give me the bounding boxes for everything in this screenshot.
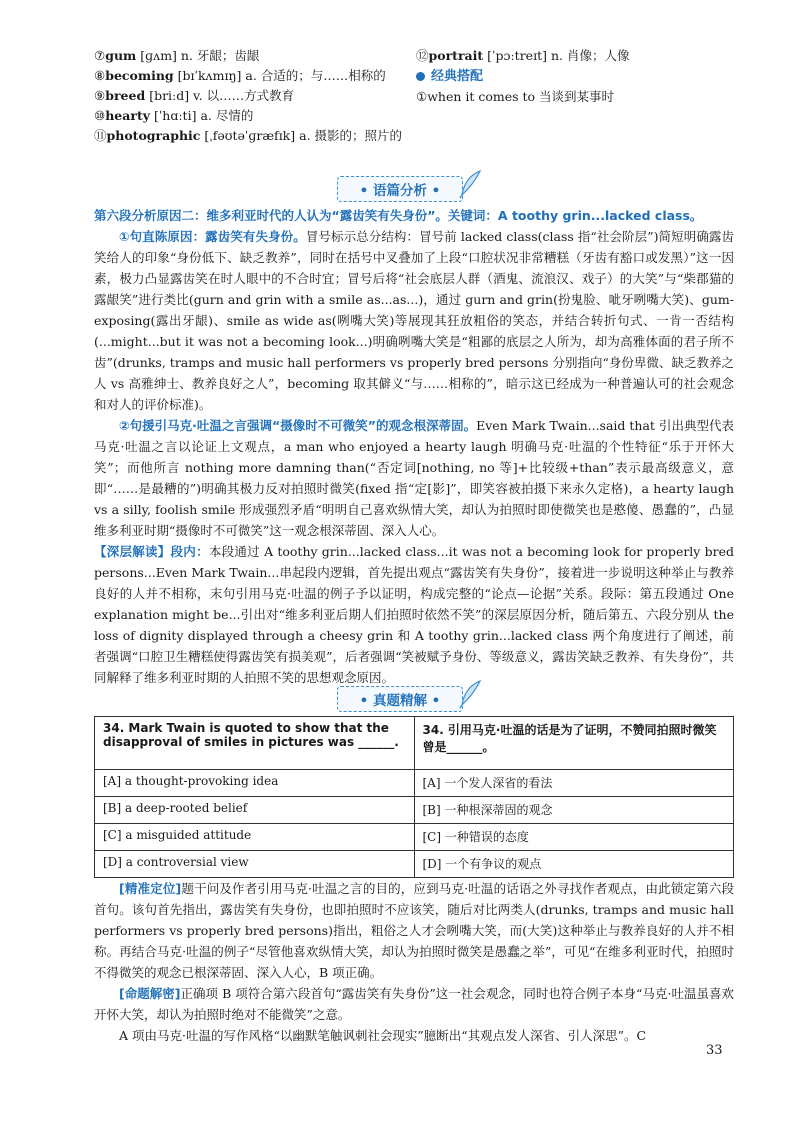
vocab-word: portrait [428, 48, 484, 63]
vocab-word: gum [105, 48, 137, 63]
vocab-ipa: [bɪˈkʌmɪŋ] [177, 68, 242, 83]
vocab-item [94, 66, 414, 86]
vocab-num: ⑨ [94, 88, 106, 103]
vocab-item [94, 126, 414, 146]
collocation-heading [416, 66, 736, 87]
option-chinese: [D] 一个有争议的观点 [414, 851, 734, 878]
vocab-num: ⑩ [94, 108, 106, 123]
table-row [95, 770, 734, 797]
paragraph-text: 本段通过 A toothy grin...lacked class...it was not a becoming look for properly bred persons...Even Mark Twain...串起段内逻辑，首先提出观点“露齿笑有失身份”，接着进一步说明这种举止与教养良好的人并不相称，末句引用马克·吐温的例子予以证明，构成完整的“论点—论据”关系。段际：第五段通过 One explanation might be...引出对“维多利亚后期人们拍照时依然不笑”的深层原因分析，随后第五、六段分别从 the loss of dignity displayed through a cheesy grin 和 A toothy grin...lacked class 两个角度进行了阐述，前者强调“口腔卫生糟糕使得露齿笑有损美观”，后者强调“笑被赋予身份、等级意义，露齿笑缺乏教养、有失身份”，共同解释了维多利亚时期的人拍照不笑的思想观念原因。 [94, 544, 734, 685]
vocab-def: a. 尽情的 [200, 108, 254, 123]
vocab-left-column [94, 46, 414, 146]
option-chinese: [B] 一种根深蒂固的观念 [414, 797, 734, 824]
analysis-body [94, 205, 734, 688]
section-title-box [337, 686, 464, 712]
analysis-paragraph-1 [94, 226, 734, 415]
table-row [95, 851, 734, 878]
vocab-num: ⑦ [94, 48, 106, 63]
table-row [95, 824, 734, 851]
explanation-label: [精准定位] [119, 881, 182, 896]
vocab-word: photographic [106, 128, 201, 143]
vocab-def: v. 以……方式教育 [193, 88, 295, 103]
vocab-ipa: [ˈhɑːti] [153, 108, 197, 123]
analysis-paragraph-2 [94, 415, 734, 541]
paragraph-label: ②句援引马克·吐温之言强调“摄像时不可微笑”的观念根深蒂固。 [119, 418, 477, 433]
vocab-right-column [416, 46, 736, 107]
paragraph-text: Even Mark Twain...said that 引出典型代表马克·吐温之言以论证上文观点，a man who enjoyed a hearty laugh 明确马克·吐温的个性特征“乐于开怀大笑”；而他所言 nothing more damning than(“否定词[nothing, no 等]+比较级+than”表示最高级意义，意即“……是最糟的”)明确其极力反对拍照时微笑(fixed 指“定[影]”，即笑容被拍摄下来永久定格)，a hearty laugh vs a silly, foolish smile 形成强烈矛盾“明明自己喜欢纵情大笑，却认为拍照时即使微笑也是憨傻、愚蠢的”，凸显维多利亚时期“摄像时不可微笑”这一观念根深蒂固、深入人心。 [94, 418, 734, 538]
vocab-item [94, 46, 414, 66]
vocab-ipa: [ˌfəʊtəˈɡræfɪk] [204, 128, 296, 143]
vocab-item [94, 86, 414, 106]
option-english: [A] a thought-provoking idea [95, 770, 415, 797]
question-chinese: 34. 引用马克·吐温的话是为了证明，不赞同拍照时微笑曾是______。 [414, 717, 734, 770]
feather-quill-icon [458, 679, 484, 709]
option-english: [C] a misguided attitude [95, 824, 415, 851]
option-chinese: [A] 一个发人深省的看法 [414, 770, 734, 797]
paragraph-label: 【深层解读】段内： [94, 544, 209, 559]
table-row [95, 797, 734, 824]
answer-explanation [94, 878, 734, 1046]
bullet-dot-icon [416, 72, 425, 81]
collocation-item: ①when it comes to 当谈到某事时 [416, 89, 615, 104]
question-english: 34. Mark Twain is quoted to show that the disapproval of smiles in pictures was ______. [95, 717, 415, 770]
vocab-def: n. 牙龈；齿龈 [180, 48, 260, 63]
vocab-word: breed [105, 88, 146, 103]
vocab-ipa: [ɡʌm] [140, 48, 177, 63]
feather-quill-icon [458, 169, 484, 199]
paragraph-text: 冒号标示总分结构：冒号前 lacked class(class 指“社会阶层”)简短明确露齿笑给人的印象“身份低下、缺乏教养”，同时在括号中叉叠加了上段“口腔状况非常糟糕（牙齿有豁口或发黑）”这一因素，极力凸显露齿笑在时人眼中的不合时宜；冒号后将“社会底层人群（酒鬼、流浪汉、戏子）的大笑”与“柴郡猫的露龈笑”进行类比(gurn and grin with a smile as...as...)，通过 gurn and grin(扮鬼脸、呲牙咧嘴大笑)、gum-exposing(露出牙龈)、smile as wide as(咧嘴大笑)等展现其狂放粗俗的笑态，并结合转折句式、一肯一否结构(...might...but it was not a becoming look...)明确咧嘴大笑是“粗鄙的底层之人所为，却为高雅体面的君子所不齿”(drunks, tramps and music hall performers vs properly bred persons 分别指向“身份卑微、缺乏教养之人 vs 高雅绅士、教养良好之人”，becoming 取其僻义“与……相称的”，暗示这已经成为一种普遍认可的社会观念和对人的评价标准)。 [94, 229, 734, 412]
option-chinese: [C] 一种错误的态度 [414, 824, 734, 851]
vocab-ipa: [ˈpɔːtreɪt] [487, 48, 547, 63]
section-title: • 真题精解 • [359, 693, 441, 709]
vocab-item [94, 106, 414, 126]
explanation-paragraph-3: A 项由马克·吐温的写作风格“以幽默笔触讽刺社会现实”臆断出“其观点发人深省、引人深思”。C [119, 1028, 647, 1043]
vocab-word: hearty [105, 108, 150, 123]
section-title: • 语篇分析 • [359, 183, 441, 199]
vocab-word: becoming [105, 68, 174, 83]
vocab-def: a. 摄影的；照片的 [299, 128, 403, 143]
vocab-num: ⑫ [416, 48, 429, 63]
table-row [95, 717, 734, 770]
collocation-heading-text: 经典搭配 [431, 69, 484, 84]
question-table [94, 716, 734, 878]
explanation-text: 正确项 B 项符合第六段首句“露齿笑有失身份”这一社会观念，同时也符合例子本身“马克·吐温虽喜欢开怀大笑，却认为拍照时绝对不能微笑”之意。 [94, 986, 735, 1022]
vocab-def: n. 肖像；人像 [550, 48, 630, 63]
section-title-box [337, 176, 464, 202]
explanation-paragraph-2 [94, 983, 734, 1025]
section-banner-analysis [0, 176, 800, 202]
paragraph-summary: 第六段分析原因二：维多利亚时代的人认为“露齿笑有失身份”。关键词：A toothy grin...lacked class。 [94, 208, 703, 223]
vocab-def: a. 合适的；与……相称的 [245, 68, 386, 83]
vocab-ipa: [briːd] [149, 88, 190, 103]
page-number: 33 [706, 1043, 723, 1058]
explanation-label: [命题解密] [119, 986, 181, 1001]
vocab-num: ⑪ [94, 128, 107, 143]
vocab-item [416, 46, 736, 66]
explanation-text: 题干问及作者引用马克·吐温之言的目的，应到马克·吐温的话语之外寻找作者观点，由此锁定第六段首句。该句首先指出，露齿笑有失身份，也即拍照时不应该笑，随后对比两类人(drunks, tramps and music hall performers vs properly bred persons)指出，粗俗之人才会咧嘴大笑，而(大笑)这种举止与教养良好的人并不相称。再结合马克·吐温的例子“尽管他喜欢纵情大笑，却认为拍照时微笑是愚蠢之举”，可见“在维多利亚时代，拍照时不得微笑的观念已根深蒂固、深入人心，B 项正确。 [94, 881, 734, 980]
paragraph-label: ①句直陈原因：露齿笑有失身份。 [119, 229, 306, 244]
option-english: [D] a controversial view [95, 851, 415, 878]
option-english: [B] a deep-rooted belief [95, 797, 415, 824]
vocab-num: ⑧ [94, 68, 106, 83]
section-banner-questions [0, 686, 800, 712]
explanation-paragraph-1 [94, 878, 734, 983]
analysis-paragraph-3 [94, 541, 734, 688]
